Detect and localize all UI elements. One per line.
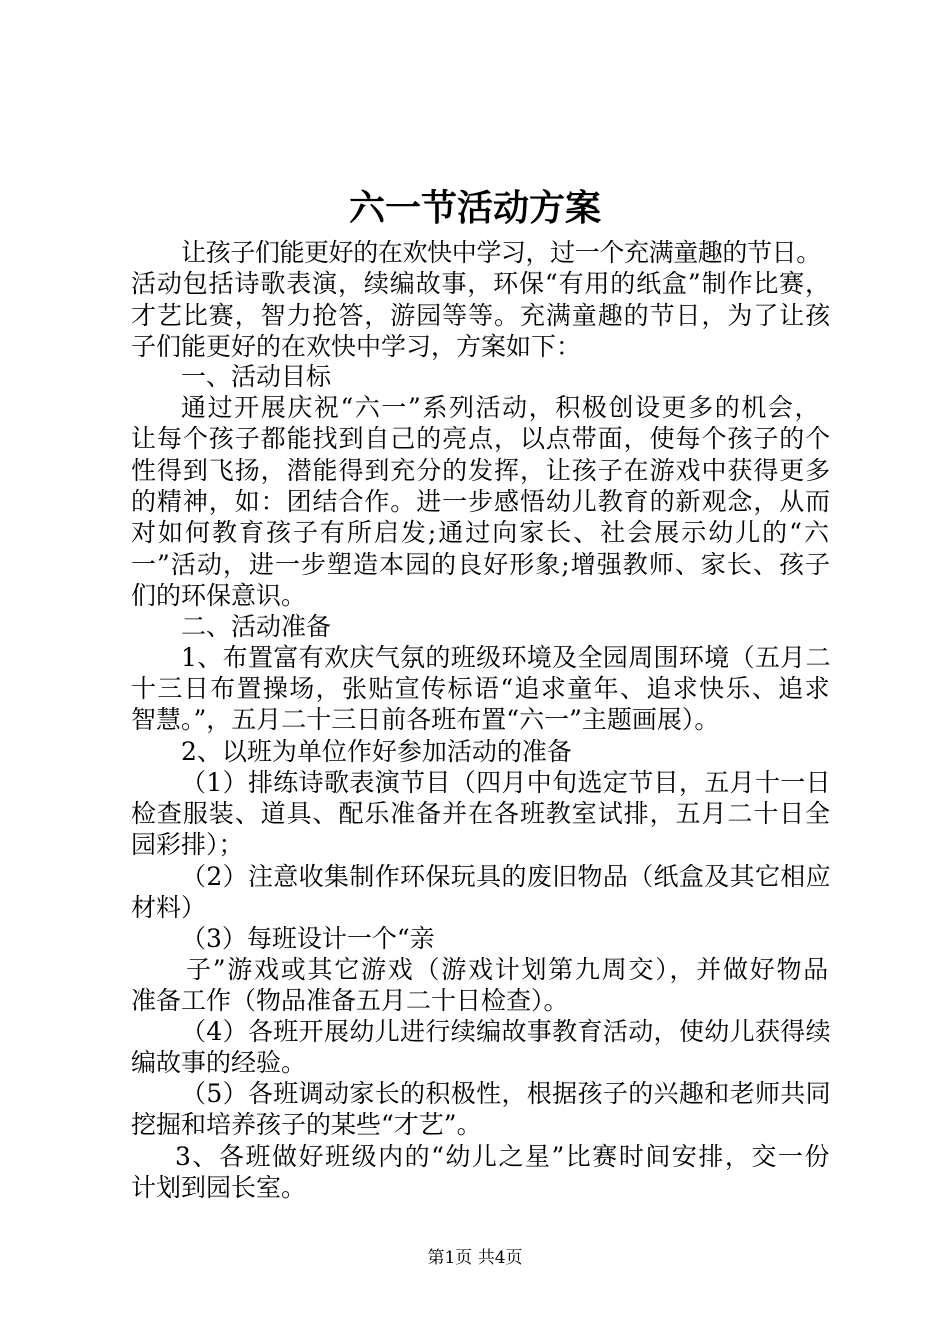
body-line: 才艺比赛，智力抢答，游园等等。充满童趣的节日，为了让孩 <box>131 301 832 330</box>
body-line: （5）各班调动家长的积极性，根据孩子的兴趣和老师共同 <box>181 1079 832 1108</box>
body-line: 1、布置富有欢庆气氛的班级环境及全园周围环境（五月二 <box>181 643 832 672</box>
body-line: 让孩子们能更好的在欢快中学习，过一个充满童趣的节日。 <box>181 238 821 267</box>
body-line: 园彩排）； <box>131 830 244 859</box>
body-line: 准备工作（物品准备五月二十日检查）。 <box>131 986 569 1015</box>
body-line: 一”活动，进一步塑造本园的良好形象;增强教师、家长、孩子 <box>131 550 832 579</box>
body-line: 二、活动准备 <box>181 612 332 641</box>
body-line: 材料） <box>131 893 207 922</box>
body-line: 计划到园长室。 <box>131 1173 307 1202</box>
body-line: 活动包括诗歌表演，续编故事，环保“有用的纸盒”制作比赛， <box>131 269 831 298</box>
body-line: 十三日布置操场，张贴宣传标语“追求童年、追求快乐、追求 <box>131 674 832 703</box>
body-line: 对如何教育孩子有所启发;通过向家长、社会展示幼儿的“六 <box>131 518 831 547</box>
document-title: 六一节活动方案 <box>348 187 601 229</box>
body-line: 子们能更好的在欢快中学习，方案如下： <box>131 332 582 361</box>
body-line: （1）排练诗歌表演节目（四月中旬选定节目，五月十一日 <box>181 768 832 797</box>
body-line: 一、活动目标 <box>181 362 332 391</box>
body-line: 子”游戏或其它游戏（游戏计划第九周交），并做好物品 <box>186 955 831 984</box>
body-line: 挖掘和培养孩子的某些“才艺”。 <box>131 1110 482 1139</box>
body-line: （4）各班开展幼儿进行续编故事教育活动，使幼儿获得续 <box>181 1017 832 1046</box>
body-line: （3）每班设计一个“亲 <box>181 924 435 953</box>
body-line: 们的环保意识。 <box>131 581 307 610</box>
body-line: 3、各班做好班级内的“幼儿之星”比赛时间安排，交一份 <box>175 1142 831 1171</box>
body-line: 通过开展庆祝“六一”系列活动，积极创设更多的机会， <box>181 393 822 422</box>
body-line: 性得到飞扬，潜能得到充分的发挥，让孩子在游戏中获得更多 <box>131 456 832 485</box>
body-line: 编故事的经验。 <box>131 1048 307 1077</box>
body-line: 2、以班为单位作好参加活动的准备 <box>181 737 572 766</box>
body-line: 的精神，如：团结合作。进一步感悟幼儿教育的新观念，从而 <box>131 487 832 516</box>
body-line: 让每个孩子都能找到自己的亮点，以点带面，使每个孩子的个 <box>131 424 832 453</box>
body-line: （2）注意收集制作环保玩具的废旧物品（纸盒及其它相应 <box>181 862 832 891</box>
body-line: 检查服装、道具、配乐准备并在各班教室试排，五月二十日全 <box>131 799 832 828</box>
body-line: 智慧。”，五月二十三日前各班布置“六一”主题画展）。 <box>131 705 720 734</box>
page-footer: 第1页 共4页 <box>427 1248 523 1268</box>
